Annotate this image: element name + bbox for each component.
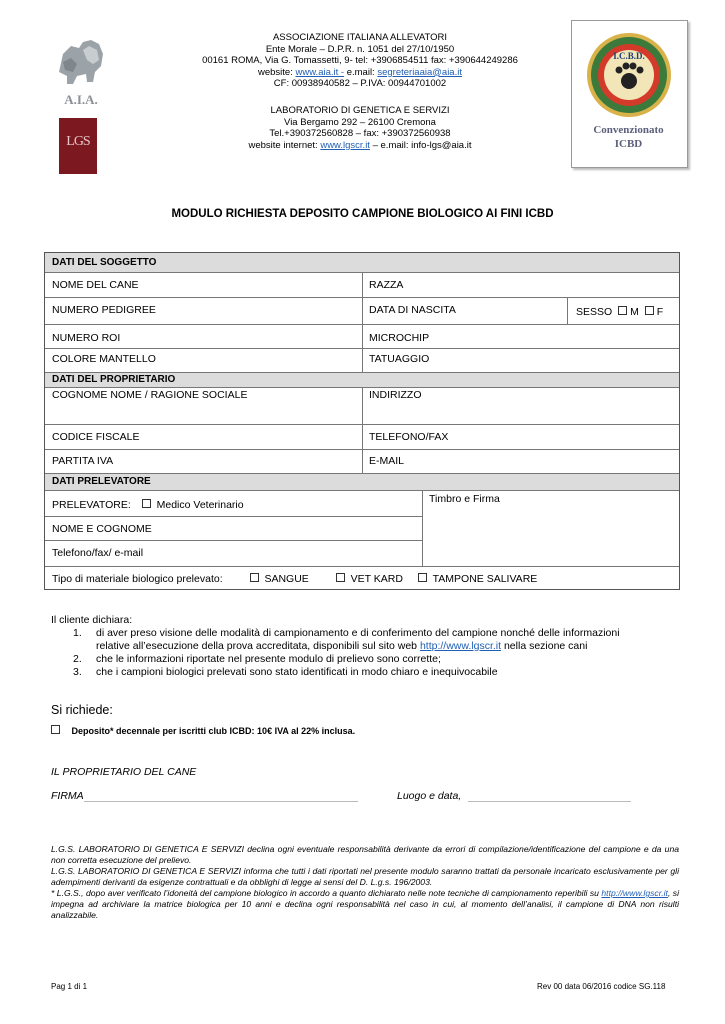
- label-data-nascita: DATA DI NASCITA: [369, 304, 456, 316]
- section-soggetto: DATI DEL SOGGETTO: [45, 253, 679, 272]
- label-timbro-firma: Timbro e Firma: [429, 493, 500, 505]
- lgs-email: – e.mail: info-lgs@aia.it: [372, 139, 472, 151]
- decl-item-1c: nella sezione cani: [503, 639, 588, 652]
- badge-line-2: ICBD: [614, 138, 643, 150]
- decl-item-1: [96, 627, 686, 652]
- label-nome-cane: NOME DEL CANE: [52, 279, 139, 291]
- prelevatore-field: [45, 499, 244, 512]
- aia-cf: CF: 00938940582 – P.IVA: 00944701002: [273, 78, 447, 90]
- aia-logo-text: A.I.A.: [64, 92, 98, 107]
- lgs-name: LABORATORIO DI GENETICA E SERVIZI: [270, 105, 450, 116]
- label-sangue: SANGUE: [264, 573, 309, 585]
- disclaimer-p2: L.G.S. LABORATORIO DI GENETICA E SERVIZI informa che tutti i dati riportati nel presente modulo saranno trattati da personale incaricato esclusivamente per gli adempimenti derivanti da esigenze contrattuali e da obblighi di legge ai sensi del D. L.g.s. 196/2003.: [51, 866, 679, 887]
- label-tampone: TAMPONE SALIVARE: [432, 573, 538, 585]
- label-numero-roi: NUMERO ROI: [52, 332, 121, 344]
- lgs-header: [170, 105, 550, 151]
- page-title: MODULO RICHIESTA DEPOSITO CAMPIONE BIOLOGICO AI FINI ICBD: [171, 208, 554, 220]
- deposito-checkbox[interactable]: [51, 725, 60, 734]
- label-razza: RAZZA: [369, 279, 404, 291]
- label-codice-fiscale: CODICE FISCALE: [52, 431, 140, 443]
- tipo-materiale-row: [45, 573, 679, 586]
- aia-address: 00161 ROMA, Via G. Tomassetti, 9- tel: +3906854511 fax: +390644249286: [202, 55, 518, 67]
- badge-line-1: Convenzionato: [593, 124, 664, 136]
- disclaimer-link[interactable]: http://www.lgscr.it: [601, 888, 668, 898]
- label-telefono-fax: TELEFONO/FAX: [369, 431, 449, 443]
- aia-email-label: e.mail:: [346, 66, 375, 78]
- disclaimer-p3a: * L.G.S., dopo aver verificato l’idoneità del campione biologico in accordo a quanto dichiarato nelle note tecniche di campionamento reperibili su: [51, 888, 599, 898]
- label-tipo-materiale: Tipo di materiale biologico prelevato:: [52, 573, 223, 585]
- medico-veterinario-checkbox[interactable]: [142, 499, 151, 508]
- owner-label: IL PROPRIETARIO DEL CANE: [51, 766, 197, 778]
- label-numero-pedigree: NUMERO PEDIGREE: [52, 304, 156, 316]
- label-prelevatore: PRELEVATORE:: [52, 499, 131, 511]
- request-option-label: Deposito* decennale per iscritti club ICBD: 10€ IVA al 22% inclusa.: [71, 726, 356, 736]
- lgs-address: Via Bergamo 292 – 26100 Cremona: [284, 116, 436, 128]
- aia-ente: Ente Morale – D.P.R. n. 1051 del 27/10/1950: [265, 43, 455, 55]
- lgs-web-line: [170, 140, 550, 152]
- label-indirizzo: INDIRIZZO: [369, 389, 422, 401]
- decl-num-3: 3.: [73, 666, 82, 678]
- revision-code: Rev 00 data 06/2016 codice SG.118: [537, 982, 666, 991]
- section-proprietario: DATI DEL PROPRIETARIO: [45, 372, 679, 387]
- decl-item-1a: di aver preso visione delle modalità di campionamento e di conferimento del campione nonché delle informazioni: [96, 627, 620, 639]
- disclaimer: [51, 844, 679, 921]
- label-sesso: SESSO: [576, 306, 613, 318]
- lgs-website-link[interactable]: www.lgscr.it: [320, 139, 370, 151]
- label-tatuaggio: TATUAGGIO: [369, 353, 430, 365]
- sesso-f-checkbox[interactable]: [645, 306, 654, 315]
- section-prelevatore: DATI PRELEVATORE: [45, 473, 679, 490]
- label-telefono-email: Telefono/fax/ e-mail: [52, 547, 144, 559]
- decl-num-2: 2.: [73, 653, 82, 665]
- label-medico-veterinario: Medico Veterinario: [156, 499, 244, 511]
- decl-item-1b-line: [96, 640, 686, 653]
- request-form: [44, 252, 680, 590]
- aia-website-label: website:: [258, 66, 293, 78]
- lgs-tel: Tel.+390372560828 – fax: +390372560938: [269, 128, 451, 140]
- request-option: [51, 725, 355, 736]
- icbd-seal-icon: [572, 21, 687, 121]
- lgscr-link[interactable]: http://www.lgscr.it: [419, 639, 502, 652]
- label-email: E-MAIL: [369, 455, 405, 467]
- aia-logo: [53, 32, 109, 110]
- declaration-intro: Il cliente dichiara:: [51, 614, 133, 626]
- decl-item-1b: relative all’esecuzione della prova accreditata, disponibili sul sito web: [96, 639, 418, 652]
- vet-kard-checkbox[interactable]: [336, 573, 345, 582]
- label-sesso-m: M: [630, 306, 639, 318]
- firma-line[interactable]: [84, 801, 358, 802]
- disclaimer-p3b: , si impegna ad archiviare la matrice biologica per 10 anni e declina ogni responsabilità nel caso in cui, al momento dell’analisi, il campione di DNA non risulti analizzabile.: [51, 888, 680, 920]
- label-partita-iva: PARTITA IVA: [52, 455, 114, 467]
- aia-website-link[interactable]: www.aia.it -: [295, 66, 345, 78]
- sesso-m-checkbox[interactable]: [618, 306, 627, 315]
- lgs-logo-text: LGS: [66, 134, 90, 149]
- firma-label: FIRMA: [51, 790, 84, 802]
- decl-item-3: che i campioni biologici prelevati sono stato identificati in modo chiaro e inequivocabile: [96, 666, 498, 678]
- luogo-data-label: Luogo e data,: [397, 790, 462, 802]
- decl-item-2: che le informazioni riportate nel presente modulo di prelievo sono corrette;: [96, 653, 441, 665]
- label-cognome-nome: COGNOME NOME / RAGIONE SOCIALE: [52, 389, 248, 401]
- lgs-website-label: website internet:: [248, 139, 318, 151]
- icbd-seal-text: I.C.B.D.: [613, 51, 645, 61]
- label-vet-kard: VET KARD: [350, 573, 403, 585]
- aia-name: ASSOCIAZIONE ITALIANA ALLEVATORI: [272, 32, 448, 43]
- sangue-checkbox[interactable]: [250, 573, 259, 582]
- decl-num-1: 1.: [73, 627, 82, 639]
- request-heading: Si richiede:: [51, 703, 113, 717]
- lgs-logo: [59, 118, 97, 174]
- sesso-field: [569, 306, 663, 319]
- label-nome-cognome: NOME E COGNOME: [52, 523, 152, 535]
- disclaimer-p3: [51, 888, 679, 921]
- icbd-badge-label: [571, 123, 686, 151]
- luogo-data-line[interactable]: [468, 801, 631, 802]
- label-sesso-f: F: [656, 306, 664, 318]
- tampone-checkbox[interactable]: [418, 573, 427, 582]
- disclaimer-p1: L.G.S. LABORATORIO DI GENETICA E SERVIZI declina ogni eventuale responsabilità derivante da errori di compilazione/identificazione del campione e da una non corretta esecuzione del prelievo.: [51, 844, 679, 865]
- page-number: Pag 1 di 1: [51, 982, 88, 991]
- aia-header: [170, 32, 550, 90]
- aia-email-link[interactable]: segreteriaaia@aia.it: [377, 66, 462, 78]
- label-microchip: MICROCHIP: [369, 332, 430, 344]
- aia-web-line: [170, 67, 550, 79]
- label-colore-mantello: COLORE MANTELLO: [52, 353, 156, 365]
